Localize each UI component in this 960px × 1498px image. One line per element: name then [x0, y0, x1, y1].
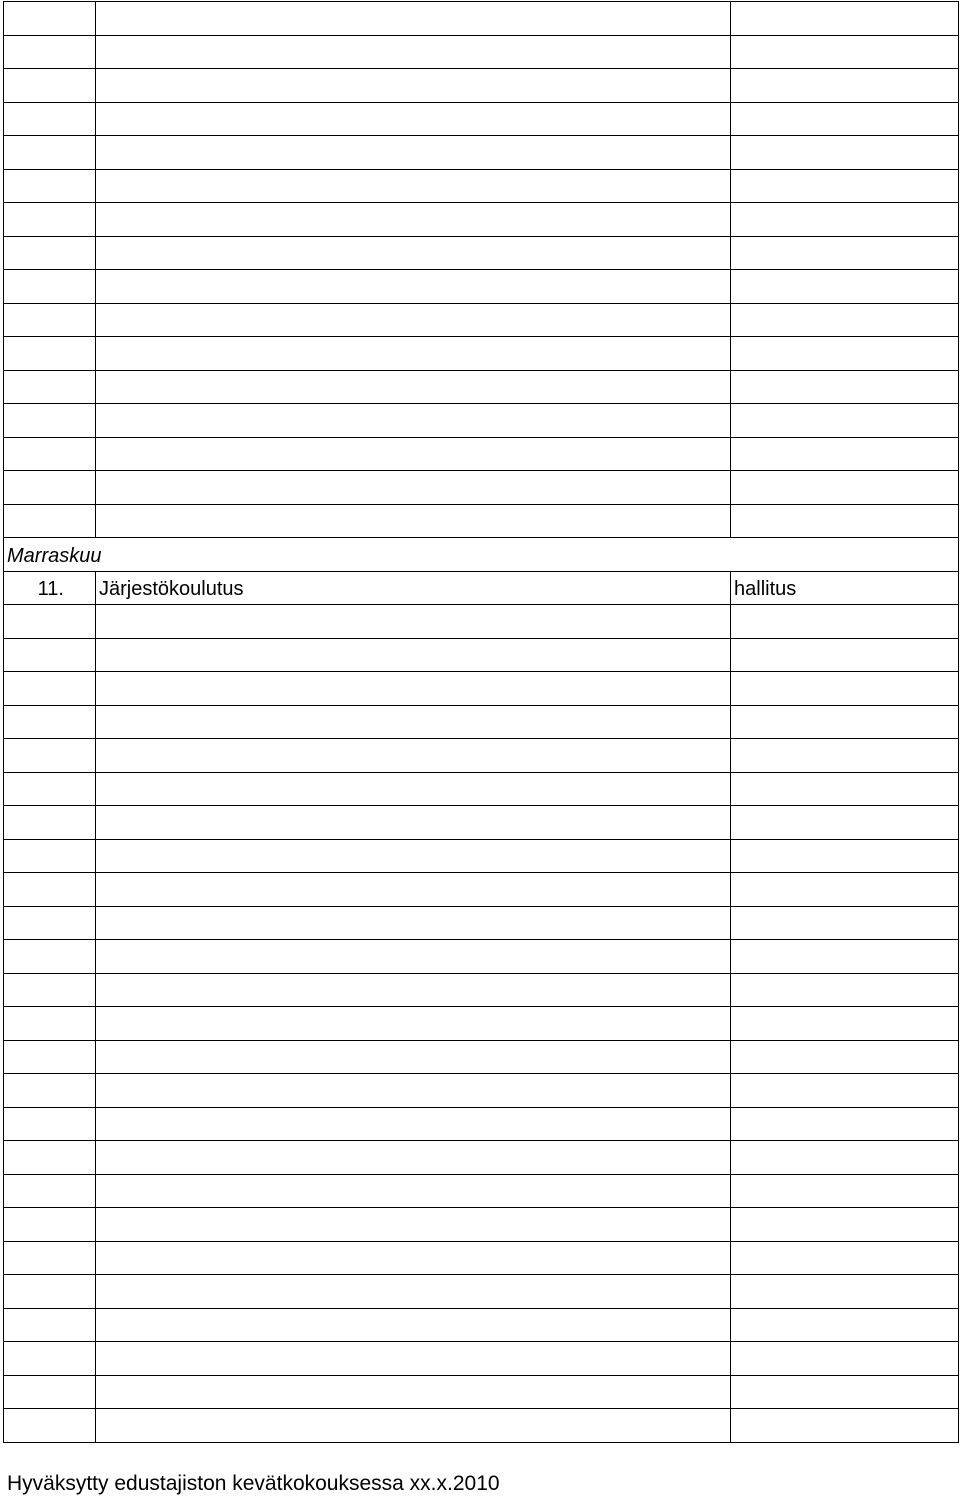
column-line [730, 638, 731, 672]
row-line [3, 1207, 958, 1208]
column-line [958, 973, 959, 1007]
column-line [958, 705, 959, 739]
column-line [958, 135, 959, 170]
column-line [95, 872, 96, 907]
column-line [958, 671, 959, 706]
column-line [3, 1274, 4, 1309]
column-line [958, 102, 959, 136]
entry-day: 11. [37, 578, 64, 600]
column-line [95, 35, 96, 69]
column-line [95, 303, 96, 337]
column-line [730, 202, 731, 237]
column-line [3, 269, 4, 304]
column-line [3, 906, 4, 940]
column-line [730, 1073, 731, 1108]
column-line [730, 504, 731, 538]
column-line [95, 705, 96, 739]
column-line [730, 705, 731, 739]
column-line [3, 504, 4, 538]
row-line [3, 1174, 958, 1175]
column-line [958, 537, 959, 572]
column-line [95, 102, 96, 136]
row-line [3, 604, 958, 605]
row-line [3, 1241, 958, 1242]
column-line [958, 604, 959, 639]
column-line [958, 772, 959, 806]
column-line [730, 738, 731, 773]
column-line [958, 269, 959, 304]
column-line [730, 872, 731, 907]
column-line [958, 1341, 959, 1376]
column-line [3, 1, 4, 36]
column-line [958, 638, 959, 672]
column-line [95, 1107, 96, 1141]
column-line [958, 1073, 959, 1108]
row-line [3, 202, 958, 203]
column-line [730, 1241, 731, 1275]
column-line [3, 1308, 4, 1342]
row-line [3, 504, 958, 505]
column-line [3, 638, 4, 672]
row-line [3, 705, 958, 706]
row-line [3, 772, 958, 773]
column-line [95, 973, 96, 1007]
column-line [730, 102, 731, 136]
column-line [3, 336, 4, 371]
row-line [3, 1040, 958, 1041]
column-line [730, 303, 731, 337]
column-line [3, 169, 4, 203]
column-line [730, 169, 731, 203]
column-line [958, 1, 959, 36]
column-line [95, 1408, 96, 1443]
column-line [95, 1140, 96, 1175]
row-line [3, 135, 958, 136]
column-line [95, 1, 96, 36]
column-line [958, 939, 959, 974]
column-line [958, 1174, 959, 1208]
column-line [958, 805, 959, 840]
row-line [3, 1442, 958, 1443]
column-line [95, 906, 96, 940]
column-line [95, 437, 96, 471]
column-line [958, 1241, 959, 1275]
column-line [95, 403, 96, 438]
column-line [95, 370, 96, 404]
row-line [3, 1341, 958, 1342]
column-line [3, 135, 4, 170]
column-line [958, 1274, 959, 1309]
column-line [3, 370, 4, 404]
column-line [730, 805, 731, 840]
column-line [730, 68, 731, 103]
column-line [3, 571, 4, 605]
row-line [3, 738, 958, 739]
column-line [958, 35, 959, 69]
column-line [3, 1241, 4, 1275]
row-line [3, 1308, 958, 1309]
row-line [3, 269, 958, 270]
column-line [95, 738, 96, 773]
column-line [3, 1073, 4, 1108]
column-line [3, 437, 4, 471]
row-line [3, 571, 958, 572]
column-line [958, 370, 959, 404]
column-line [95, 236, 96, 270]
column-line [95, 202, 96, 237]
column-line [95, 470, 96, 505]
column-line [95, 269, 96, 304]
column-line [95, 1375, 96, 1409]
row-line [3, 671, 958, 672]
column-line [958, 839, 959, 873]
row-line [3, 102, 958, 103]
column-line [730, 671, 731, 706]
column-line [3, 604, 4, 639]
column-line [730, 437, 731, 471]
column-line [730, 236, 731, 270]
column-line [3, 671, 4, 706]
column-line [3, 1341, 4, 1376]
column-line [958, 504, 959, 538]
column-line [730, 1174, 731, 1208]
column-line [3, 1174, 4, 1208]
row-line [3, 35, 958, 36]
column-line [3, 805, 4, 840]
row-line [3, 973, 958, 974]
month-label: Marraskuu [7, 545, 102, 567]
row-line [3, 403, 958, 404]
row-line [3, 537, 958, 538]
column-line [730, 470, 731, 505]
column-line [958, 303, 959, 337]
row-line [3, 1006, 958, 1007]
column-line [730, 1274, 731, 1309]
column-line [730, 370, 731, 404]
column-line [3, 35, 4, 69]
column-line [730, 35, 731, 69]
column-line [95, 1040, 96, 1074]
column-line [958, 1308, 959, 1342]
column-line [3, 772, 4, 806]
column-line [3, 1040, 4, 1074]
row-line [3, 169, 958, 170]
column-line [958, 470, 959, 505]
column-line [95, 839, 96, 873]
entry-responsible: hallitus [734, 578, 797, 600]
column-line [95, 68, 96, 103]
column-line [95, 1308, 96, 1342]
column-line [95, 135, 96, 170]
column-line [958, 403, 959, 438]
row-line [3, 68, 958, 69]
column-line [3, 537, 4, 572]
column-line [95, 1241, 96, 1275]
approval-note: Hyväksytty edustajiston kevätkokouksessa xx.x.2010 [7, 1472, 500, 1495]
column-line [95, 604, 96, 639]
row-line [3, 370, 958, 371]
column-line [958, 169, 959, 203]
column-line [730, 1140, 731, 1175]
column-line [95, 336, 96, 371]
column-line [3, 303, 4, 337]
column-line [95, 1006, 96, 1041]
column-line [3, 1375, 4, 1409]
row-line [3, 470, 958, 471]
row-line [3, 805, 958, 806]
column-line [3, 403, 4, 438]
column-line [730, 1375, 731, 1409]
column-line [730, 336, 731, 371]
column-line [3, 1006, 4, 1041]
row-line [3, 1140, 958, 1141]
column-line [730, 772, 731, 806]
column-line [3, 872, 4, 907]
column-line [958, 571, 959, 605]
column-line [95, 1274, 96, 1309]
column-line [730, 1207, 731, 1242]
column-line [958, 738, 959, 773]
column-line [958, 1408, 959, 1443]
column-line [730, 403, 731, 438]
column-line [3, 1207, 4, 1242]
column-line [730, 939, 731, 974]
column-line [730, 269, 731, 304]
row-line [3, 1375, 958, 1376]
column-line [958, 437, 959, 471]
column-line [958, 336, 959, 371]
column-line [958, 1040, 959, 1074]
column-line [3, 1408, 4, 1443]
column-line [730, 1341, 731, 1376]
entry-event: Järjestökoulutus [99, 578, 244, 600]
column-line [730, 1, 731, 36]
column-line [95, 504, 96, 538]
column-line [958, 202, 959, 237]
column-line [958, 1207, 959, 1242]
column-line [730, 906, 731, 940]
column-line [730, 973, 731, 1007]
column-line [95, 638, 96, 672]
column-line [3, 470, 4, 505]
column-line [95, 169, 96, 203]
column-line [3, 1140, 4, 1175]
column-line [95, 671, 96, 706]
column-line [95, 772, 96, 806]
row-line [3, 1408, 958, 1409]
row-line [3, 839, 958, 840]
column-line [95, 1207, 96, 1242]
column-line [958, 1006, 959, 1041]
column-line [730, 1308, 731, 1342]
column-line [730, 1408, 731, 1443]
column-line [730, 604, 731, 639]
row-line [3, 336, 958, 337]
column-line [730, 839, 731, 873]
column-line [3, 939, 4, 974]
column-line [3, 202, 4, 237]
column-line [730, 1107, 731, 1141]
column-line [958, 236, 959, 270]
column-line [730, 1006, 731, 1041]
row-line [3, 1274, 958, 1275]
column-line [958, 906, 959, 940]
column-line [95, 939, 96, 974]
row-line [3, 1073, 958, 1074]
row-line [3, 236, 958, 237]
column-line [3, 738, 4, 773]
column-line [958, 68, 959, 103]
row-line [3, 1, 958, 2]
column-line [958, 1375, 959, 1409]
column-line [958, 1140, 959, 1175]
row-line [3, 1107, 958, 1108]
column-line [730, 135, 731, 170]
column-line [730, 1040, 731, 1074]
column-line [730, 571, 731, 605]
row-line [3, 872, 958, 873]
column-line [3, 102, 4, 136]
row-line [3, 303, 958, 304]
column-line [3, 1107, 4, 1141]
row-line [3, 437, 958, 438]
row-line [3, 906, 958, 907]
column-line [3, 705, 4, 739]
row-line [3, 939, 958, 940]
column-line [3, 236, 4, 270]
column-line [95, 805, 96, 840]
column-line [3, 839, 4, 873]
column-line [95, 1174, 96, 1208]
column-line [95, 1073, 96, 1108]
column-line [3, 68, 4, 103]
row-line [3, 638, 958, 639]
column-line [958, 872, 959, 907]
column-line [95, 571, 96, 605]
column-line [3, 973, 4, 1007]
column-line [95, 1341, 96, 1376]
column-line [958, 1107, 959, 1141]
